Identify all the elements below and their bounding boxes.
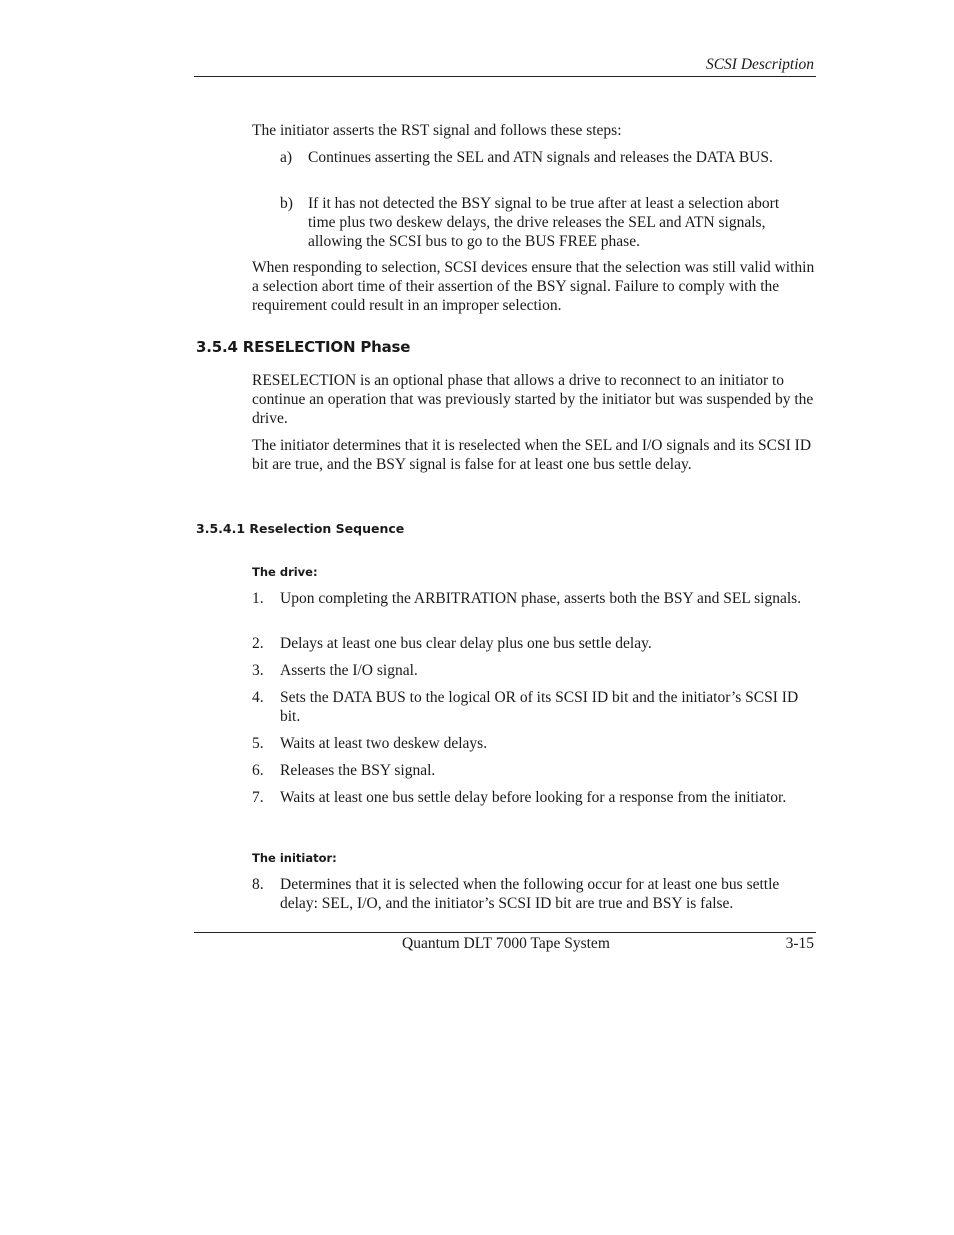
reselection-para-1: RESELECTION is an optional phase that allows a drive to reconnect to an initiator to continue an operation that was previously started by the initiator but was suspended by the drive. — [252, 372, 814, 427]
footer-rule — [194, 932, 816, 933]
footer-title: Quantum DLT 7000 Tape System — [402, 935, 610, 952]
drive-step-1-num: 1. — [252, 590, 264, 607]
drive-step-3-num: 3. — [252, 662, 264, 679]
page-number: 3-15 — [785, 935, 814, 952]
drive-step-3-text: Asserts the I/O signal. — [280, 662, 418, 679]
section-heading-3-5-4-1: 3.5.4.1 Reselection Sequence — [196, 521, 405, 536]
drive-step-2-text: Delays at least one bus clear delay plus one bus settle delay. — [280, 635, 652, 652]
reselection-para-2: The initiator determines that it is reselected when the SEL and I/O signals and its SCSI ID bit are true, and the BSY signal is false for at least one bus settle delay. — [252, 437, 812, 473]
drive-step-4-text: Sets the DATA BUS to the logical OR of its SCSI ID bit and the initiator’s SCSI ID bit. — [280, 689, 799, 725]
running-header: SCSI Description — [705, 56, 814, 73]
drive-subheading: The drive: — [252, 565, 318, 579]
drive-step-2-num: 2. — [252, 635, 264, 652]
drive-step-1-text: Upon completing the ARBITRATION phase, asserts both the BSY and SEL signals. — [280, 590, 802, 607]
step-a-text: Continues asserting the SEL and ATN signals and releases the DATA BUS. — [308, 149, 773, 166]
drive-step-7-num: 7. — [252, 789, 264, 806]
drive-step-7-text: Waits at least one bus settle delay before looking for a response from the initiator. — [280, 789, 787, 806]
step-b-text: If it has not detected the BSY signal to be true after at least a selection abort time plus two deskew delays, the drive releases the SEL and ATN signals, allowing the SCSI bus to go to the BUS FREE phase. — [308, 195, 780, 250]
drive-step-5-text: Waits at least two deskew delays. — [280, 735, 488, 752]
intro-lead: The initiator asserts the RST signal and follows these steps: — [252, 122, 622, 139]
drive-step-5-num: 5. — [252, 735, 264, 752]
drive-step-4-num: 4. — [252, 689, 264, 706]
initiator-subheading: The initiator: — [252, 851, 337, 865]
step-b-label: b) — [280, 195, 293, 212]
intro-closing: When responding to selection, SCSI devices ensure that the selection was still valid within a selection abort time of their assertion of the BSY signal. Failure to comply with the requirement could result in an improper selection. — [252, 259, 815, 314]
initiator-step-8-num: 8. — [252, 876, 264, 893]
drive-step-6-num: 6. — [252, 762, 264, 779]
drive-step-6-text: Releases the BSY signal. — [280, 762, 436, 779]
initiator-step-8-text: Determines that it is selected when the following occur for at least one bus settle delay: SEL, I/O, and the initiator’s SCSI ID bit are true and BSY is false. — [280, 876, 780, 912]
step-a-label: a) — [280, 149, 293, 166]
header-rule — [194, 76, 816, 77]
section-heading-3-5-4: 3.5.4 RESELECTION Phase — [196, 338, 411, 356]
